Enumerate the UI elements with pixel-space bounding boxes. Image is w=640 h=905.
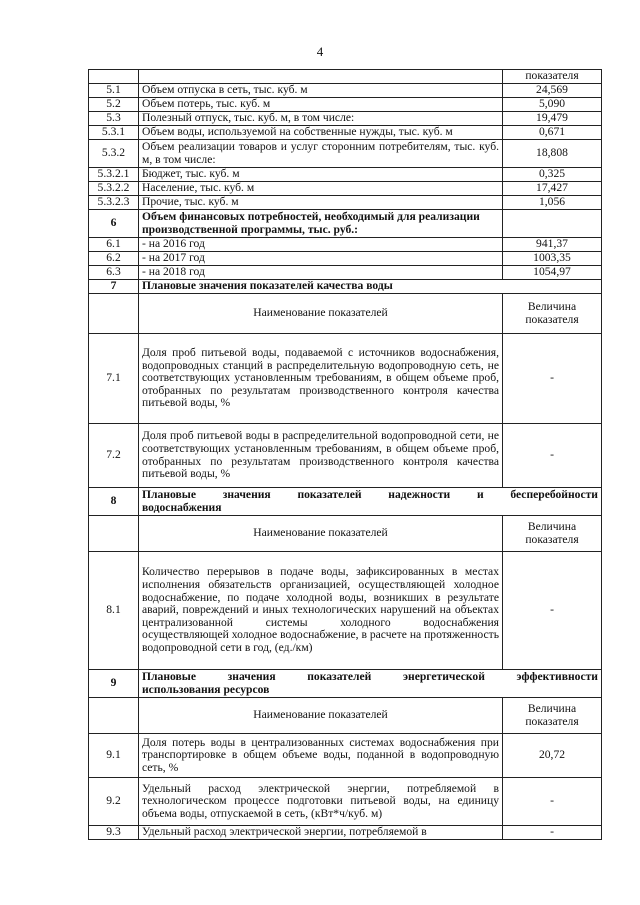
row-value: - xyxy=(503,334,602,424)
row-text: - на 2017 год xyxy=(139,252,503,266)
row-value: - xyxy=(503,826,602,840)
row-text: Объем отпуска в сеть, тыс. куб. м xyxy=(139,84,503,98)
header-num-cell xyxy=(89,516,139,552)
row-value: 0,671 xyxy=(503,126,602,140)
row-number: 5.3.2 xyxy=(89,140,139,168)
row-value: - xyxy=(503,552,602,670)
section-title-line: Плановые значения показателей энергетической эффективности xyxy=(142,669,598,683)
header-name-cell xyxy=(139,70,503,84)
row-value: 1,056 xyxy=(503,196,602,210)
table-header-row xyxy=(89,70,602,84)
table-row xyxy=(89,168,602,182)
row-value: 1003,35 xyxy=(503,252,602,266)
row-text: Удельный расход электрической энергии, потребляемой в xyxy=(139,826,503,840)
row-number: 9.2 xyxy=(89,778,139,826)
section-number: 9 xyxy=(89,670,139,698)
row-number: 5.3 xyxy=(89,112,139,126)
row-text: Население, тыс. куб. м xyxy=(139,182,503,196)
row-number: 7.1 xyxy=(89,334,139,424)
row-number: 5.3.2.2 xyxy=(89,182,139,196)
table-row xyxy=(89,98,602,112)
row-value: 20,72 xyxy=(503,734,602,778)
column-header-value: Величина показателя xyxy=(503,698,602,734)
page-number: 4 xyxy=(316,44,324,59)
table-row xyxy=(89,196,602,210)
column-header-value: Величина показателя xyxy=(503,516,602,552)
row-value: - xyxy=(503,778,602,826)
row-text: - на 2018 год xyxy=(139,266,503,280)
header-num-cell xyxy=(89,70,139,84)
row-number: 6.1 xyxy=(89,238,139,252)
row-value: 941,37 xyxy=(503,238,602,252)
row-text: Удельный расход электрической энергии, потребляемой в технологическом процессе подготовки питьевой воды, на единицу объема воды, отпускаемой в сеть, (кВт*ч/куб. м) xyxy=(139,778,503,826)
row-text: Бюджет, тыс. куб. м xyxy=(139,168,503,182)
section-title-line: использования ресурсов xyxy=(142,682,270,696)
section-number: 7 xyxy=(89,280,139,294)
table-row xyxy=(89,112,602,126)
table-row xyxy=(89,334,602,424)
row-number: 5.2 xyxy=(89,98,139,112)
row-number: 7.2 xyxy=(89,424,139,488)
row-value: 24,569 xyxy=(503,84,602,98)
row-value: 19,479 xyxy=(503,112,602,126)
row-number: 6.2 xyxy=(89,252,139,266)
row-value: 1054,97 xyxy=(503,266,602,280)
row-number: 9.3 xyxy=(89,826,139,840)
table-row xyxy=(89,734,602,778)
column-header-name: Наименование показателей xyxy=(139,698,503,734)
header-num-cell xyxy=(89,698,139,734)
column-header-row xyxy=(89,294,602,334)
program-table xyxy=(88,69,602,840)
row-text: Полезный отпуск, тыс. куб. м, в том числе: xyxy=(139,112,503,126)
row-value: 17,427 xyxy=(503,182,602,196)
row-value: 5,090 xyxy=(503,98,602,112)
section-title-line: водоснабжения xyxy=(142,500,222,514)
column-header-name: Наименование показателей xyxy=(139,294,503,334)
row-text: Объем потерь, тыс. куб. м xyxy=(139,98,503,112)
row-text: Доля проб питьевой воды, подаваемой с источников водоснабжения, водопроводных станций в распределительную водопроводную сеть, не соответствующих установленным требованиям, в общем объеме проб, отобранных по результатам производственного контроля качества питьевой воды, % xyxy=(139,334,503,424)
row-value: - xyxy=(503,424,602,488)
row-text: Доля проб питьевой воды в распределительной водопроводной сети, не соответствующих установленным требованиям, в общем объеме проб, отобранных по результатам производственного контроля качества питьевой воды, % xyxy=(139,424,503,488)
row-text: - на 2016 год xyxy=(139,238,503,252)
column-header-row xyxy=(89,698,602,734)
header-value-cell: показателя xyxy=(503,70,602,84)
row-number: 5.3.1 xyxy=(89,126,139,140)
section-title-row xyxy=(89,670,602,698)
column-header-name: Наименование показателей xyxy=(139,516,503,552)
section-title-row xyxy=(89,488,602,516)
header-num-cell xyxy=(89,294,139,334)
table-row xyxy=(89,126,602,140)
table-row xyxy=(89,238,602,252)
section-title xyxy=(139,670,602,698)
column-header-value: Величина показателя xyxy=(503,294,602,334)
table-row xyxy=(89,182,602,196)
row-number: 5.1 xyxy=(89,84,139,98)
section-number: 6 xyxy=(89,210,139,238)
table-row xyxy=(89,84,602,98)
table-row xyxy=(89,140,602,168)
section-number: 8 xyxy=(89,488,139,516)
section-title-value-cell xyxy=(503,210,602,238)
row-value: 0,325 xyxy=(503,168,602,182)
section-title: Объем финансовых потребностей, необходимый для реализации производственной программы, тыс. руб.: xyxy=(139,210,503,238)
row-text: Количество перерывов в подаче воды, зафиксированных в местах исполнения обязательств организацией, осуществляющей холодное водоснабжение, по подаче холодной воды, возникших в результате аварий, повреждений и иных технологических нарушений на объектах централизованной системы холодного водоснабжения осуществляющей холодное водоснабжение, в расчете на протяженность водопроводной сети в год, (ед./км) xyxy=(139,552,503,670)
table-row xyxy=(89,424,602,488)
table-row xyxy=(89,252,602,266)
table-row xyxy=(89,266,602,280)
table-row xyxy=(89,826,602,840)
section-title-line: Плановые значения показателей надежности и бесперебойности xyxy=(142,487,598,501)
row-value: 18,808 xyxy=(503,140,602,168)
row-text: Объем реализации товаров и услуг сторонним потребителям, тыс. куб. м, в том числе: xyxy=(139,140,503,168)
row-number: 9.1 xyxy=(89,734,139,778)
row-number: 5.3.2.3 xyxy=(89,196,139,210)
row-number: 5.3.2.1 xyxy=(89,168,139,182)
section-title-row xyxy=(89,210,602,238)
row-number: 6.3 xyxy=(89,266,139,280)
row-text: Доля потерь воды в централизованных системах водоснабжения при транспортировке в общем объеме воды, поданной в водопроводную сеть, % xyxy=(139,734,503,778)
section-title xyxy=(139,488,602,516)
row-text: Прочие, тыс. куб. м xyxy=(139,196,503,210)
row-text: Объем воды, используемой на собственные нужды, тыс. куб. м xyxy=(139,126,503,140)
section-title: Плановые значения показателей качества воды xyxy=(139,280,602,294)
table-row xyxy=(89,778,602,826)
column-header-row xyxy=(89,516,602,552)
table-row xyxy=(89,552,602,670)
section-title-row xyxy=(89,280,602,294)
row-number: 8.1 xyxy=(89,552,139,670)
